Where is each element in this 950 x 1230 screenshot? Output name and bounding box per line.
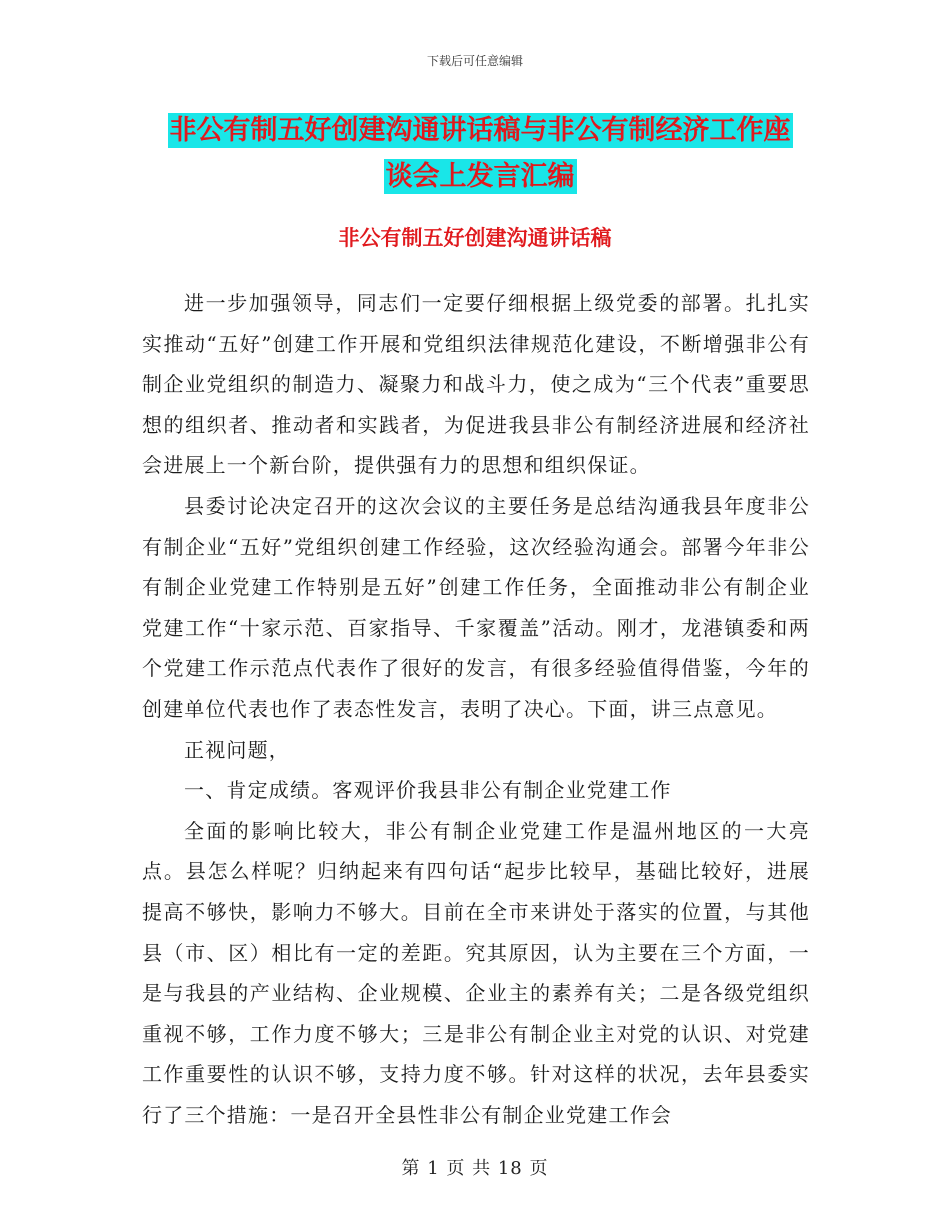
paragraph: 正视问题，: [184, 737, 290, 762]
paragraph: 县委讨论决定召开的这次会议的主要任务是总结沟通我县年度非公有制企业“五好”党组织创建工作经验，这次经验沟通会。部署今年非公有制企业党建工作特别是五好”创建工作任务，全面推动非公有制企业党建工作“十家示范、百家指导、千家覆盖”活动。刚才，龙港镇委和两个党建工作示范点代表作了很好的发言，有很多经验值得借鉴，今年的创建单位代表也作了表态性发言，表明了决心。下面，讲三点意见。: [142, 493, 810, 721]
page-footer: 第 1 页 共 18 页: [401, 1158, 549, 1179]
section-title: 非公有制五好创建沟通讲话稿: [338, 226, 612, 250]
header-note: 下载后可任意编辑: [426, 54, 523, 68]
title-line-2: 谈会上发言汇编: [385, 161, 575, 192]
paragraph: 一、肯定成绩。客观评价我县非公有制企业党建工作: [184, 778, 672, 803]
body-text: [142, 283, 810, 1135]
paragraph: 进一步加强领导，同志们一定要仔细根据上级党委的部署。扎扎实实推动“五好”创建工作开展和党组织法律规范化建设，不断增强非公有制企业党组织的制造力、凝聚力和战斗力，使之成为“三个代表”重要思想的组织者、推动者和实践者，为促进我县非公有制经济进展和经济社会进展上一个新台阶，提供强有力的思想和组织保证。: [142, 291, 810, 478]
document-title: [140, 108, 820, 200]
paragraph: 全面的影响比较大，非公有制企业党建工作是温州地区的一大亮点。县怎么样呢？归纳起来有四句话“起步比较早，基础比较好，进展提高不够快，影响力不够大。目前在全市来讲处于落实的位置，与其他县（市、区）相比有一定的差距。究其原因，认为主要在三个方面，一是与我县的产业结构、企业规模、企业主的素养有关；二是各级党组织重视不够，工作力度不够大；三是非公有制企业主对党的认识、对党建工作重要性的认识不够，支持力度不够。针对这样的状况，去年县委实行了三个措施：一是召开全县性非公有制企业党建工作会: [142, 818, 810, 1127]
title-line-1: 非公有制五好创建沟通讲话稿与非公有制经济工作座: [169, 115, 791, 146]
